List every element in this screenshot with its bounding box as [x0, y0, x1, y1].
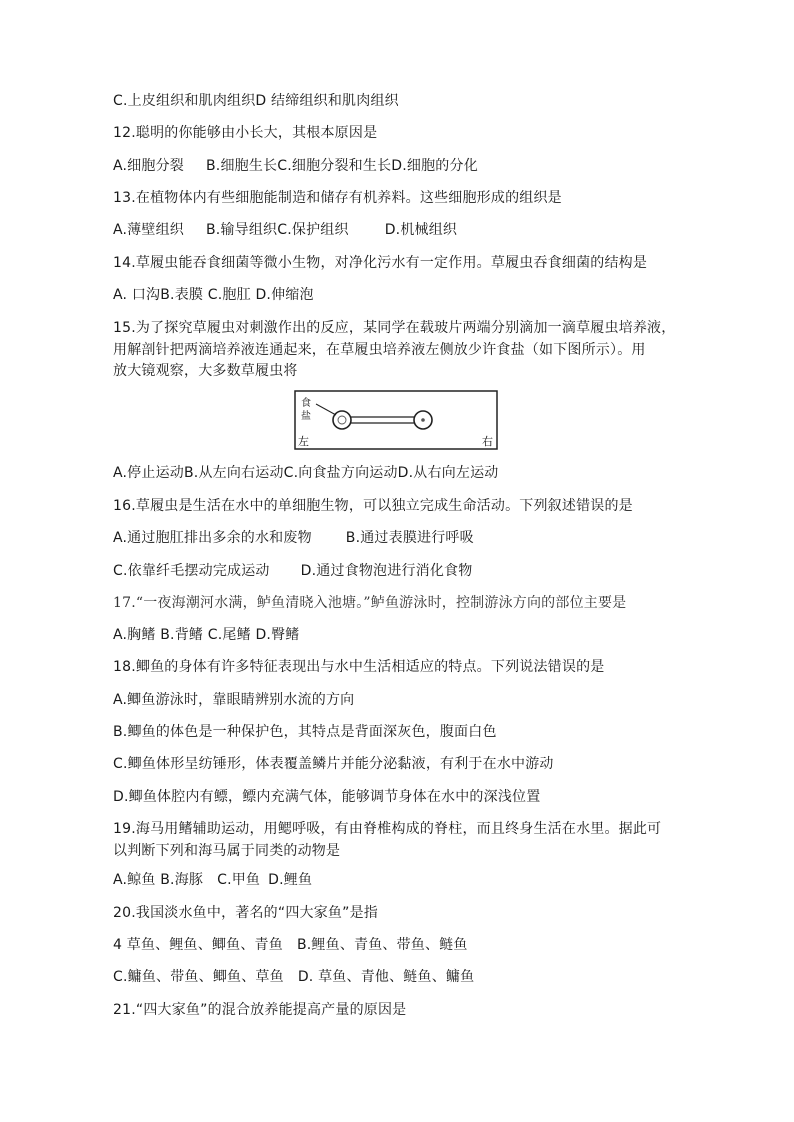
q18-option-c: C.鲫鱼体形呈纺锤形，体表覆盖鳞片并能分泌黏液，有利于在水中游动	[113, 756, 554, 772]
q19-option-b: B.海豚	[160, 872, 204, 888]
q20-option-b: B.鲤鱼、青鱼、带鱼、鲢鱼	[296, 937, 468, 953]
q16-stem	[113, 496, 753, 516]
q15-option-b: B.从左向右运动	[183, 465, 284, 481]
q15-slide-diagram	[294, 390, 498, 450]
q15-stem-line-1	[113, 318, 753, 338]
q19-stem-text-1: 19.海马用鳍辅助运动，用鳃呼吸，有由脊椎构成的脊柱，而且终身生活在水里。据此可	[113, 821, 662, 837]
q19-option-d: D.鲤鱼	[268, 872, 313, 888]
q19-option-a: A.鲸鱼	[113, 872, 156, 888]
q20-options-ab	[113, 935, 753, 955]
q15-options	[113, 463, 753, 483]
q21-stem	[113, 1000, 753, 1020]
q14-option-c: C.胞肛	[207, 287, 251, 303]
q15-option-a: A.停止运动	[113, 465, 184, 481]
q13-option-c: C.保护组织	[277, 222, 349, 238]
q17-stem	[113, 593, 753, 613]
q18-stem	[113, 657, 753, 677]
q19-stem-line-1	[113, 819, 753, 839]
q20-option-c: C.鳙鱼、带鱼、鲫鱼、草鱼	[113, 969, 284, 985]
q12-stem-text: 12.聪明的你能够由小长大，其根本原因是	[113, 125, 378, 141]
q16-option-a: A.通过胞肛排出多余的水和废物	[113, 530, 312, 546]
q21-stem-text: 21.“四大家鱼”的混合放养能提高产量的原因是	[113, 1002, 407, 1018]
label-right: 右	[482, 435, 493, 448]
q12-option-c: C.细胞分裂和生长	[277, 158, 392, 174]
q18-option-a-line	[113, 690, 753, 710]
q13-stem	[113, 188, 753, 208]
q16-option-b: B.通过表膜进行呼吸	[345, 530, 474, 546]
q12-stem	[113, 123, 753, 143]
q20-stem-text: 20.我国淡水鱼中，著名的“四大家鱼”是指	[113, 905, 378, 921]
q15-option-c: C.向食盐方向运动	[283, 465, 398, 481]
q12-option-d: D.细胞的分化	[391, 158, 478, 174]
q13-options	[113, 220, 753, 240]
q13-option-b: B.输导组织	[205, 222, 278, 238]
q16-stem-text: 16.草履虫是生活在水中的单细胞生物，可以独立完成生命活动。下列叙述错误的是	[113, 498, 633, 514]
q14-stem	[113, 253, 753, 273]
q19-stem-text-2: 以判断下列和海马属于同类的动物是	[113, 843, 341, 859]
left-culture-drop	[333, 411, 351, 429]
glass-slide-outline	[295, 391, 497, 449]
q18-option-b-line	[113, 722, 753, 742]
q17-option-d: D.臀鳍	[255, 627, 300, 643]
q15-stem-line-3	[113, 361, 753, 381]
q12-option-a: A.细胞分裂	[113, 158, 184, 174]
label-left: 左	[298, 435, 309, 448]
q16-option-d: D.通过食物泡进行消化食物	[300, 563, 473, 579]
q13-stem-text: 13.在植物体内有些细胞能制造和储存有机养料。这些细胞形成的组织是	[113, 190, 562, 206]
q14-option-b: B.表膜	[160, 287, 204, 303]
q15-stem-text-3: 放大镜观察，大多数草履虫将	[113, 363, 298, 379]
q18-option-b: B.鲫鱼的体色是一种保护色，其特点是背面深灰色，腹面白色	[113, 724, 497, 740]
q16-options-ab	[113, 528, 753, 548]
q18-option-a: A.鲫鱼游泳时，靠眼睛辨别水流的方向	[113, 692, 355, 708]
q12-option-b: B.细胞生长	[205, 158, 278, 174]
q11-option-line	[113, 91, 753, 111]
q17-option-c: C.尾鳍	[207, 627, 251, 643]
label-salt-1: 食	[301, 398, 311, 409]
q13-option-d: D.机械组织	[384, 222, 458, 238]
q18-stem-text: 18.鲫鱼的身体有许多特征表现出与水中生活相适应的特点。下列说法错误的是	[113, 659, 605, 675]
q19-option-c: C.甲鱼	[217, 872, 261, 888]
q20-option-a: 4 草鱼、鲤鱼、鲫鱼、青鱼	[113, 937, 283, 953]
q12-options	[113, 156, 753, 176]
label-salt-2: 盐	[301, 411, 311, 422]
q17-stem-text: 17.“一夜海潮河水满，鲈鱼清晓入池塘。”鲈鱼游泳时，控制游泳方向的部位主要是	[113, 595, 627, 611]
q11-options-cd: C.上皮组织和肌肉组织D 结缔组织和肌肉组织	[113, 93, 399, 109]
q16-option-c: C.依靠纤毛摆动完成运动	[113, 563, 270, 579]
q15-stem-text-2: 用解剖针把两滴培养液连通起来，在草履虫培养液左侧放少许食盐（如下图所示）。用	[113, 342, 646, 358]
q14-option-d: D.伸缩泡	[255, 287, 314, 303]
q13-option-a: A.薄壁组织	[113, 222, 184, 238]
q15-stem-line-2	[113, 340, 753, 360]
q15-option-d: D.从右向左运动	[397, 465, 499, 481]
q17-option-b: B.背鳍	[160, 627, 204, 643]
q19-stem-line-2	[113, 841, 753, 861]
q20-stem	[113, 903, 753, 923]
right-drop-dot	[421, 418, 425, 422]
q15-stem-text-1: 15.为了探究草履虫对刺激作出的反应，某同学在载玻片两端分别滴加一滴草履虫培养液，	[113, 320, 676, 336]
q19-options	[113, 870, 753, 890]
q14-option-a: A. 口沟	[113, 287, 161, 303]
q18-option-d: D.鲫鱼体腔内有鳔，鳔内充满气体，能够调节身体在水中的深浅位置	[113, 789, 541, 805]
q14-options	[113, 285, 753, 305]
q14-stem-text: 14.草履虫能吞食细菌等微小生物，对净化污水有一定作用。草履虫吞食细菌的结构是	[113, 255, 648, 271]
q17-options	[113, 625, 753, 645]
q18-option-d-line	[113, 787, 753, 807]
q20-options-cd	[113, 967, 753, 987]
q18-option-c-line	[113, 754, 753, 774]
q16-options-cd	[113, 561, 753, 581]
q20-option-d: D. 草鱼、青他、鲢鱼、鳙鱼	[297, 969, 475, 985]
q17-option-a: A.胸鳍	[113, 627, 156, 643]
